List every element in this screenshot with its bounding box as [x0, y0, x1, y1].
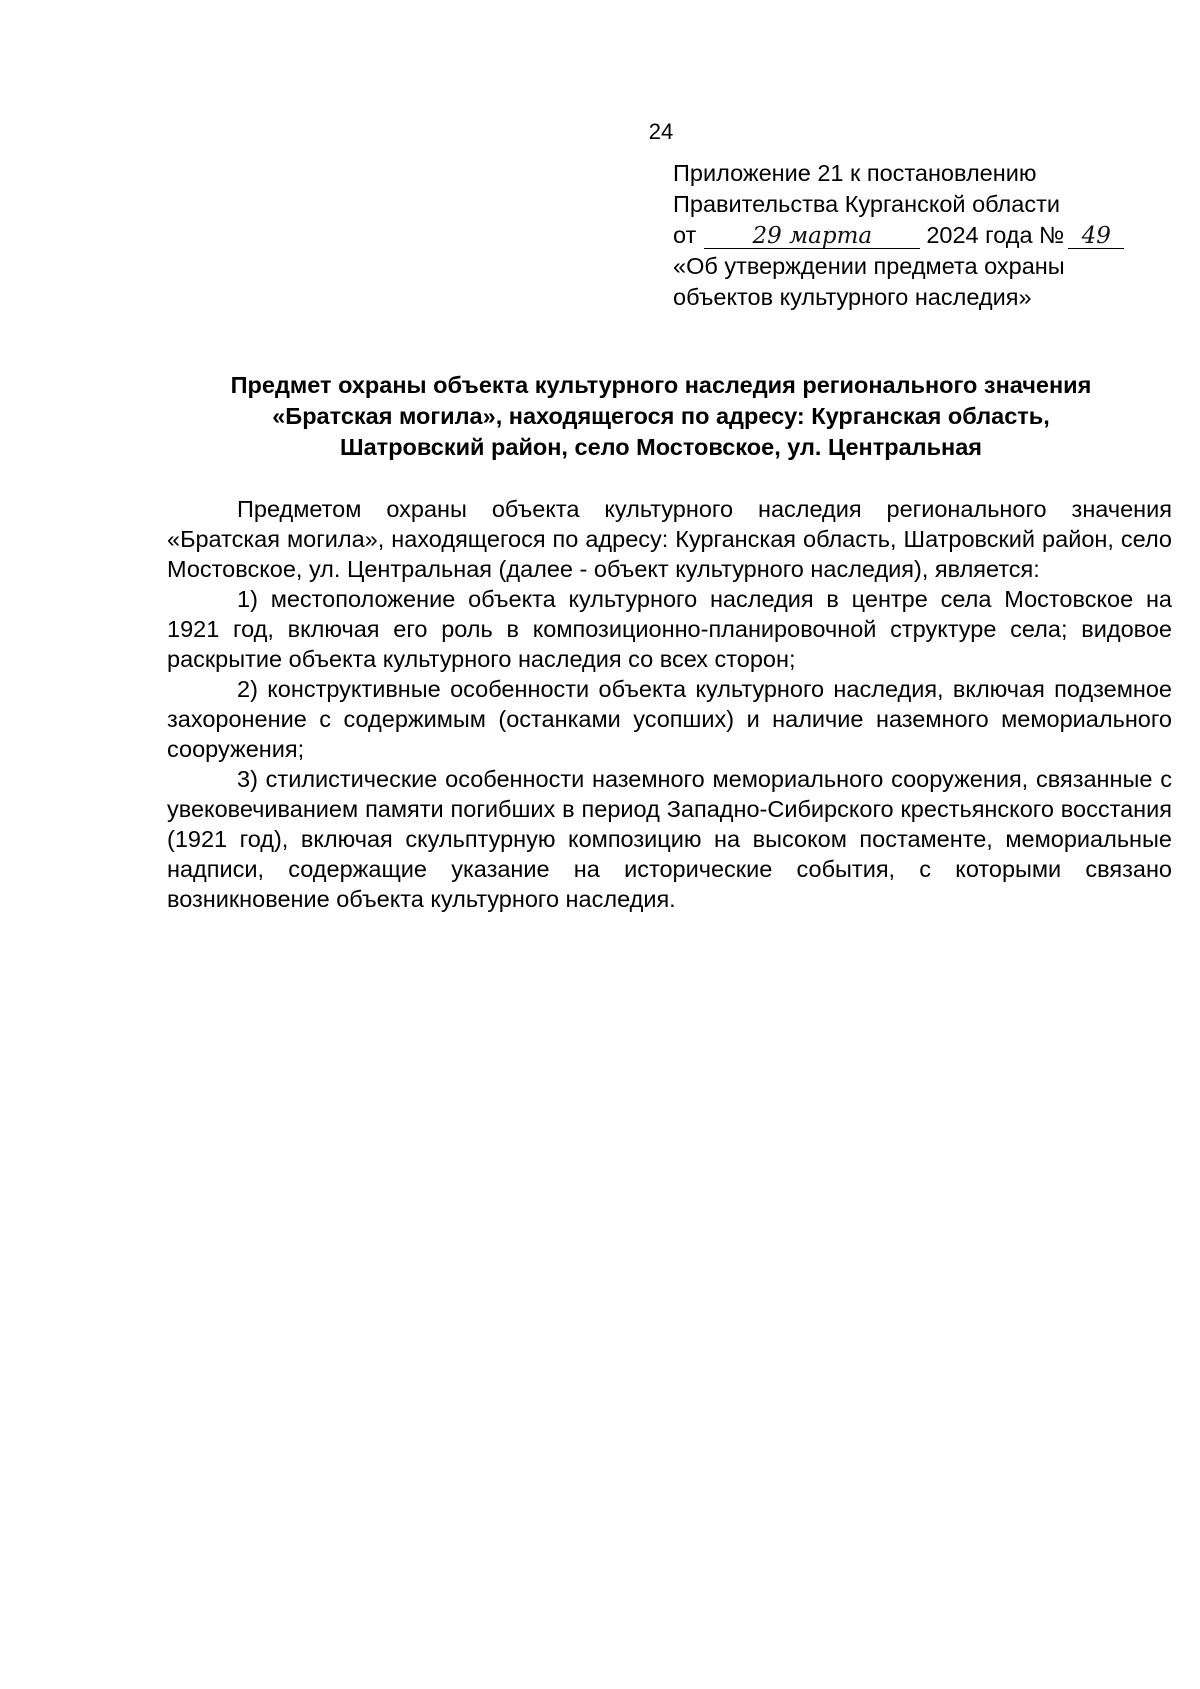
document-body: [167, 494, 1172, 914]
intro-paragraph: Предметом охраны объекта культурного наследия регионального значения «Братская могила», находящегося по адресу: Курганская область, Шатровский район, село Мостовское, ул. Центральная (далее - объект культурного наследия), является:: [167, 496, 1172, 582]
appendix-year-label: 2024 года №: [926, 222, 1065, 248]
appendix-line-1: Приложение 21 к постановлению: [673, 160, 1037, 186]
item-1-paragraph: 1) местоположение объекта культурного наследия в центре села Мостовское на 1921 год, включая его роль в композиционно-планировочной структуре села; видовое раскрытие объекта культурного наследия со всех сторон;: [167, 586, 1172, 672]
document-title: [150, 370, 1172, 463]
title-line-3: Шатровский район, село Мостовское, ул. Центральная: [340, 434, 982, 460]
appendix-line-2: Правительства Курганской области: [673, 191, 1060, 217]
page-number: 24: [648, 119, 674, 144]
appendix-line-4: «Об утверждении предмета охраны: [673, 253, 1065, 279]
handwritten-number: 49: [1068, 224, 1124, 249]
item-2-paragraph: 2) конструктивные особенности объекта культурного наследия, включая подземное захоронение с содержимым (останками усопших) и наличие наземного мемориального сооружения;: [167, 676, 1172, 762]
appendix-line-5: объектов культурного наследия»: [673, 284, 1032, 310]
item-3-paragraph: 3) стилистические особенности наземного мемориального сооружения, связанные с увековечиванием памяти погибших в период Западно-Сибирского крестьянского восстания (1921 год), включая скульптурную композицию на высоком постаменте, мемориальные надписи, содержащие указание на исторические события, с которыми связано возникновение объекта культурного наследия.: [167, 766, 1172, 912]
appendix-block: [673, 158, 1173, 313]
appendix-date-line: [673, 220, 1173, 251]
title-line-1: Предмет охраны объекта культурного наследия регионального значения: [230, 372, 1092, 398]
handwritten-date: 29 марта: [704, 224, 920, 249]
title-line-2: «Братская могила», находящегося по адресу: Курганская область,: [272, 403, 1050, 429]
appendix-from-label: от: [673, 222, 697, 248]
